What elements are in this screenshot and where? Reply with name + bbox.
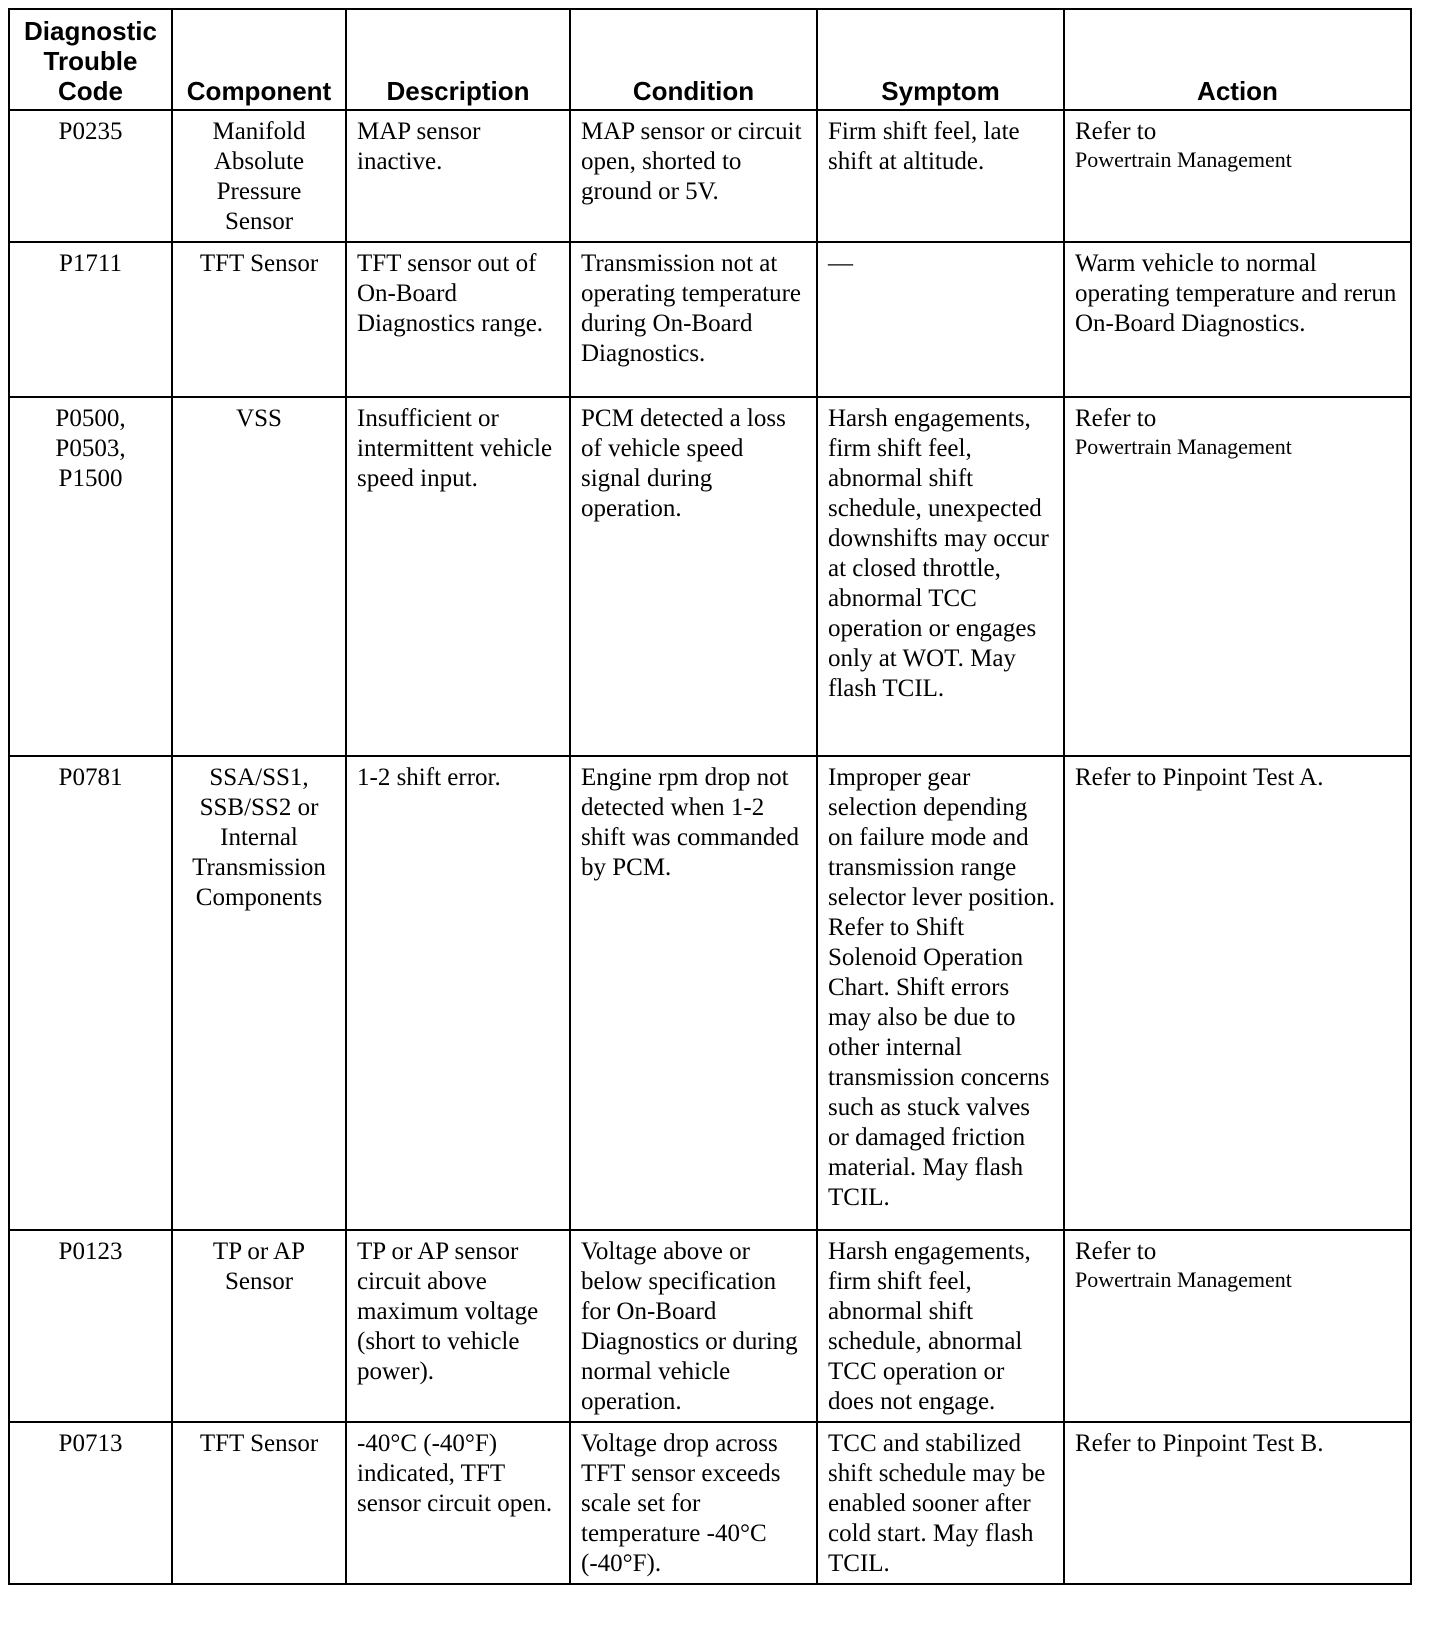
cell-component: TFT Sensor xyxy=(172,242,346,397)
cell-action xyxy=(1064,110,1411,242)
cell-code xyxy=(9,1230,172,1422)
cell-description: TP or AP sensor circuit above maximum voltage (short to vehicle power). xyxy=(346,1230,570,1422)
cell-code xyxy=(9,110,172,242)
dtc-code: P1500 xyxy=(58,465,123,492)
table-row xyxy=(9,1422,1411,1584)
header-code-line: Code xyxy=(58,76,123,106)
cell-action xyxy=(1064,756,1411,1230)
action-reference: Powertrain Management xyxy=(1075,147,1292,172)
header-code xyxy=(9,9,172,110)
dtc-code: P0235 xyxy=(58,118,123,145)
cell-symptom: Firm shift feel, late shift at altitude. xyxy=(817,110,1064,242)
header-condition: Condition xyxy=(570,9,817,110)
header-code-line: Trouble xyxy=(43,46,138,76)
cell-symptom: Harsh engagements, firm shift feel, abnormal shift schedule, abnormal TCC operation or does not engage. xyxy=(817,1230,1064,1422)
header-component: Component xyxy=(172,9,346,110)
table-row xyxy=(9,756,1411,1230)
cell-description: -40°C (-40°F) indicated, TFT sensor circuit open. xyxy=(346,1422,570,1584)
dtc-code: P1711 xyxy=(59,250,122,277)
header-description: Description xyxy=(346,9,570,110)
cell-component: VSS xyxy=(172,397,346,756)
cell-component: Manifold Absolute Pressure Sensor xyxy=(172,110,346,242)
action-text: Refer to xyxy=(1075,118,1157,145)
action-text: Refer to Pinpoint Test B. xyxy=(1075,1430,1324,1457)
dtc-code: P0500, xyxy=(55,405,126,432)
cell-code xyxy=(9,1422,172,1584)
action-reference: Powertrain Management xyxy=(1075,1267,1292,1292)
cell-component: TP or AP Sensor xyxy=(172,1230,346,1422)
cell-description: 1-2 shift error. xyxy=(346,756,570,1230)
cell-component: TFT Sensor xyxy=(172,1422,346,1584)
cell-condition: Engine rpm drop not detected when 1-2 shift was commanded by PCM. xyxy=(570,756,817,1230)
table-row xyxy=(9,397,1411,756)
cell-description: MAP sensor inactive. xyxy=(346,110,570,242)
cell-condition: Transmission not at operating temperature during On-Board Diagnostics. xyxy=(570,242,817,397)
cell-symptom: Harsh engagements, firm shift feel, abnormal shift schedule, unexpected downshifts may occur at closed throttle, abnormal TCC operation or engages only at WOT. May flash TCIL. xyxy=(817,397,1064,756)
header-symptom: Symptom xyxy=(817,9,1064,110)
cell-condition: Voltage above or below specification for On-Board Diagnostics or during normal vehicle operation. xyxy=(570,1230,817,1422)
dtc-code: P0713 xyxy=(58,1430,123,1457)
dtc-code: P0123 xyxy=(58,1238,123,1265)
cell-action xyxy=(1064,1230,1411,1422)
cell-description: TFT sensor out of On-Board Diagnostics range. xyxy=(346,242,570,397)
action-text: Warm vehicle to normal operating temperature and rerun On-Board Diagnostics. xyxy=(1075,250,1397,337)
cell-code xyxy=(9,397,172,756)
cell-symptom: — xyxy=(817,242,1064,397)
cell-symptom: TCC and stabilized shift schedule may be enabled sooner after cold start. May flash TCIL. xyxy=(817,1422,1064,1584)
cell-code xyxy=(9,756,172,1230)
action-text: Refer to Pinpoint Test A. xyxy=(1075,764,1324,791)
cell-action xyxy=(1064,242,1411,397)
cell-condition: PCM detected a loss of vehicle speed signal during operation. xyxy=(570,397,817,756)
table-row xyxy=(9,242,1411,397)
cell-code xyxy=(9,242,172,397)
cell-symptom: Improper gear selection depending on failure mode and transmission range selector lever position. Refer to Shift Solenoid Operation Chart. Shift errors may also be due to other internal transmission concerns such as stuck valves or damaged friction material. May flash TCIL. xyxy=(817,756,1064,1230)
header-row xyxy=(9,9,1411,110)
cell-component: SSA/SS1, SSB/SS2 or Internal Transmission Components xyxy=(172,756,346,1230)
action-text: Refer to xyxy=(1075,405,1157,432)
dtc-table xyxy=(8,8,1412,1585)
dtc-code: P0503, xyxy=(55,435,126,462)
header-action: Action xyxy=(1064,9,1411,110)
cell-condition: Voltage drop across TFT sensor exceeds scale set for temperature -40°C (-40°F). xyxy=(570,1422,817,1584)
action-text: Refer to xyxy=(1075,1238,1157,1265)
table-row xyxy=(9,1230,1411,1422)
cell-action xyxy=(1064,1422,1411,1584)
dtc-code: P0781 xyxy=(58,764,123,791)
table-row xyxy=(9,110,1411,242)
action-reference: Powertrain Management xyxy=(1075,434,1292,459)
cell-description: Insufficient or intermittent vehicle speed input. xyxy=(346,397,570,756)
header-code-line: Diagnostic xyxy=(24,16,157,46)
cell-action xyxy=(1064,397,1411,756)
cell-condition: MAP sensor or circuit open, shorted to ground or 5V. xyxy=(570,110,817,242)
